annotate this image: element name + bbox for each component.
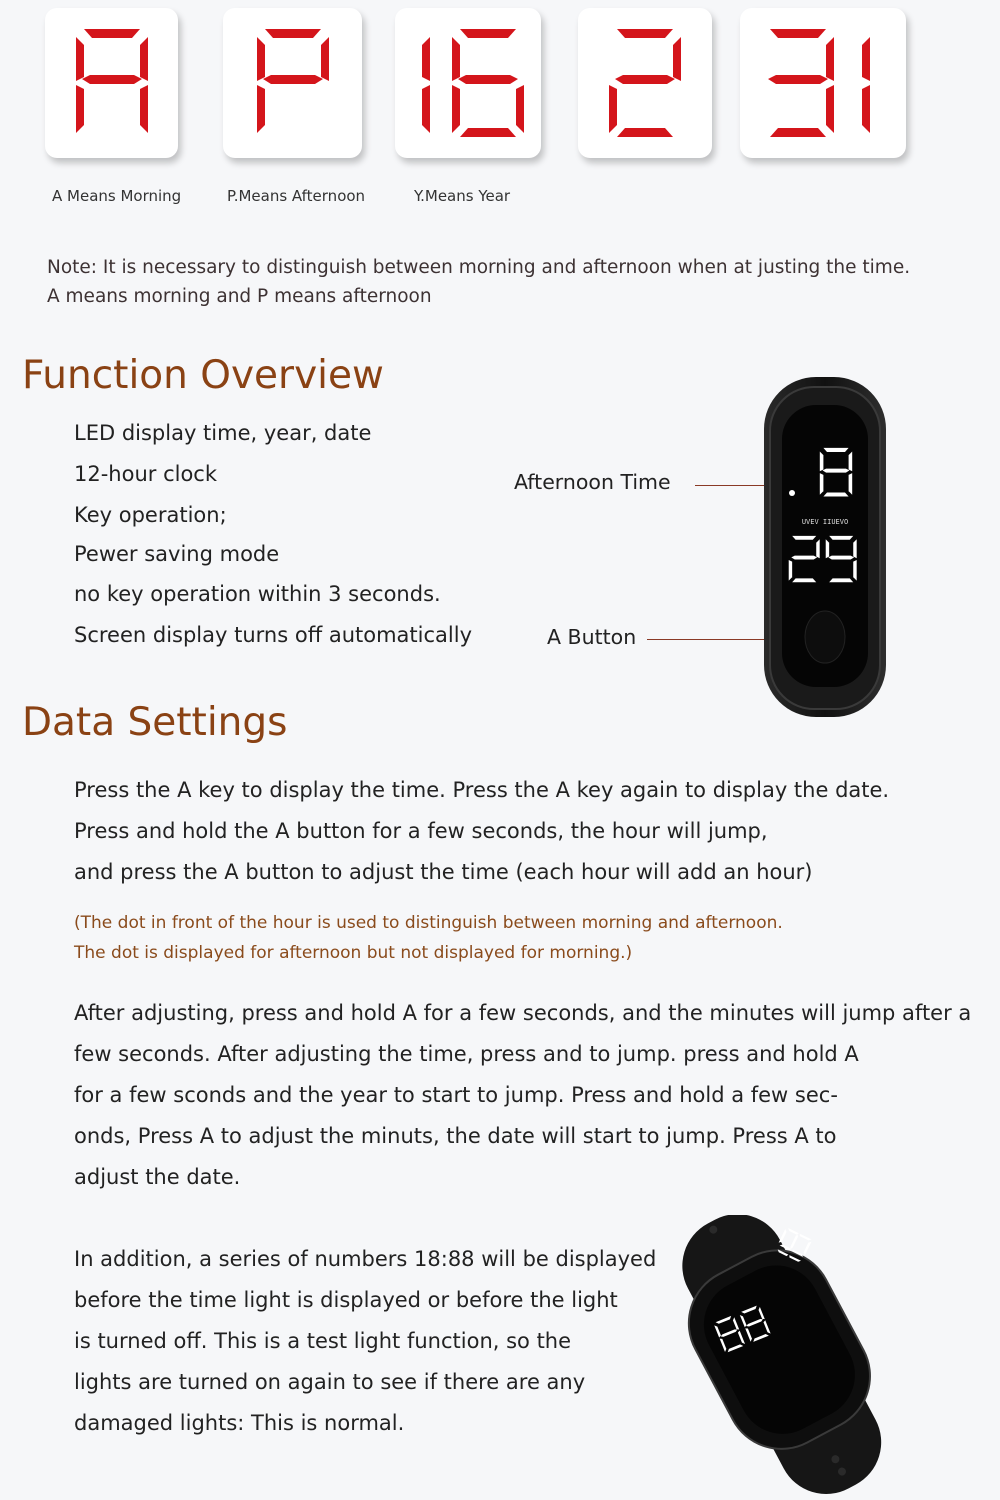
display-tile-31 bbox=[740, 8, 906, 158]
feature-item: 12-hour clock bbox=[74, 462, 218, 486]
watch-mini-label: UVEV IIUEVO bbox=[801, 518, 849, 526]
caption-p-means-afternoon: P.Means Afternoon bbox=[227, 187, 366, 205]
settings-para2-line: After adjusting, press and hold A for a few seconds, and the minutes will jump after a bbox=[74, 1001, 972, 1025]
settings-para1-line: Press the A key to display the time. Press the A key again to display the date. bbox=[74, 778, 890, 802]
display-tile-16 bbox=[395, 8, 541, 158]
segment-glyph-16 bbox=[406, 27, 530, 139]
settings-para3-line: damaged lights: This is normal. bbox=[74, 1411, 405, 1435]
watch-front-image bbox=[760, 375, 890, 720]
settings-para3-line: before the time light is displayed or before the light bbox=[74, 1288, 618, 1312]
settings-note-line: The dot is displayed for afternoon but not displayed for morning.) bbox=[74, 943, 633, 963]
segment-glyph-p bbox=[253, 27, 333, 139]
callout-a-button: A Button bbox=[547, 625, 637, 649]
a-button-icon bbox=[805, 611, 845, 663]
settings-para2-line: few seconds. After adjusting the time, press and to jump. press and hold A bbox=[74, 1042, 859, 1066]
settings-para3-line: lights are turned on again to see if there are any bbox=[74, 1370, 586, 1394]
settings-para2-line: adjust the date. bbox=[74, 1165, 241, 1189]
feature-item: Pewer saving mode bbox=[74, 542, 280, 566]
feature-item: Key operation; bbox=[74, 503, 227, 527]
feature-item: Screen display turns off automatically bbox=[74, 623, 473, 647]
settings-para1-line: Press and hold the A button for a few seconds, the hour will jump, bbox=[74, 819, 768, 843]
feature-item: no key operation within 3 seconds. bbox=[74, 582, 441, 606]
caption-a-means-morning: A Means Morning bbox=[52, 187, 182, 205]
settings-para3-line: In addition, a series of numbers 18:88 will be displayed bbox=[74, 1247, 657, 1271]
caption-y-means-year: Y.Means Year bbox=[414, 187, 511, 205]
watch-angled-image bbox=[660, 1215, 900, 1495]
segment-glyph-31 bbox=[758, 27, 888, 139]
function-overview-heading: Function Overview bbox=[22, 353, 384, 398]
display-tile-a bbox=[45, 8, 178, 158]
feature-item: LED display time, year, date bbox=[74, 421, 372, 445]
data-settings-heading: Data Settings bbox=[22, 700, 288, 745]
display-tile-2 bbox=[578, 8, 712, 158]
segment-glyph-2 bbox=[605, 27, 685, 139]
note-line-2: A means morning and P means afternoon bbox=[47, 286, 432, 307]
settings-para2-line: onds, Press A to adjust the minuts, the date will start to jump. Press A to bbox=[74, 1124, 837, 1148]
settings-para3-line: is turned off. This is a test light function, so the bbox=[74, 1329, 572, 1353]
settings-para1-line: and press the A button to adjust the time (each hour will add an hour) bbox=[74, 860, 813, 884]
settings-para2-line: for a few sconds and the year to start to jump. Press and hold a few sec- bbox=[74, 1083, 838, 1107]
display-tile-p bbox=[223, 8, 362, 158]
callout-afternoon-time: Afternoon Time bbox=[514, 470, 671, 494]
settings-note-line: (The dot in front of the hour is used to distinguish between morning and afternoon. bbox=[74, 913, 783, 933]
segment-glyph-a bbox=[72, 27, 152, 139]
note-line-1: Note: It is necessary to distinguish between morning and afternoon when at justing the time. bbox=[47, 257, 911, 278]
afternoon-dot-icon bbox=[789, 490, 795, 496]
